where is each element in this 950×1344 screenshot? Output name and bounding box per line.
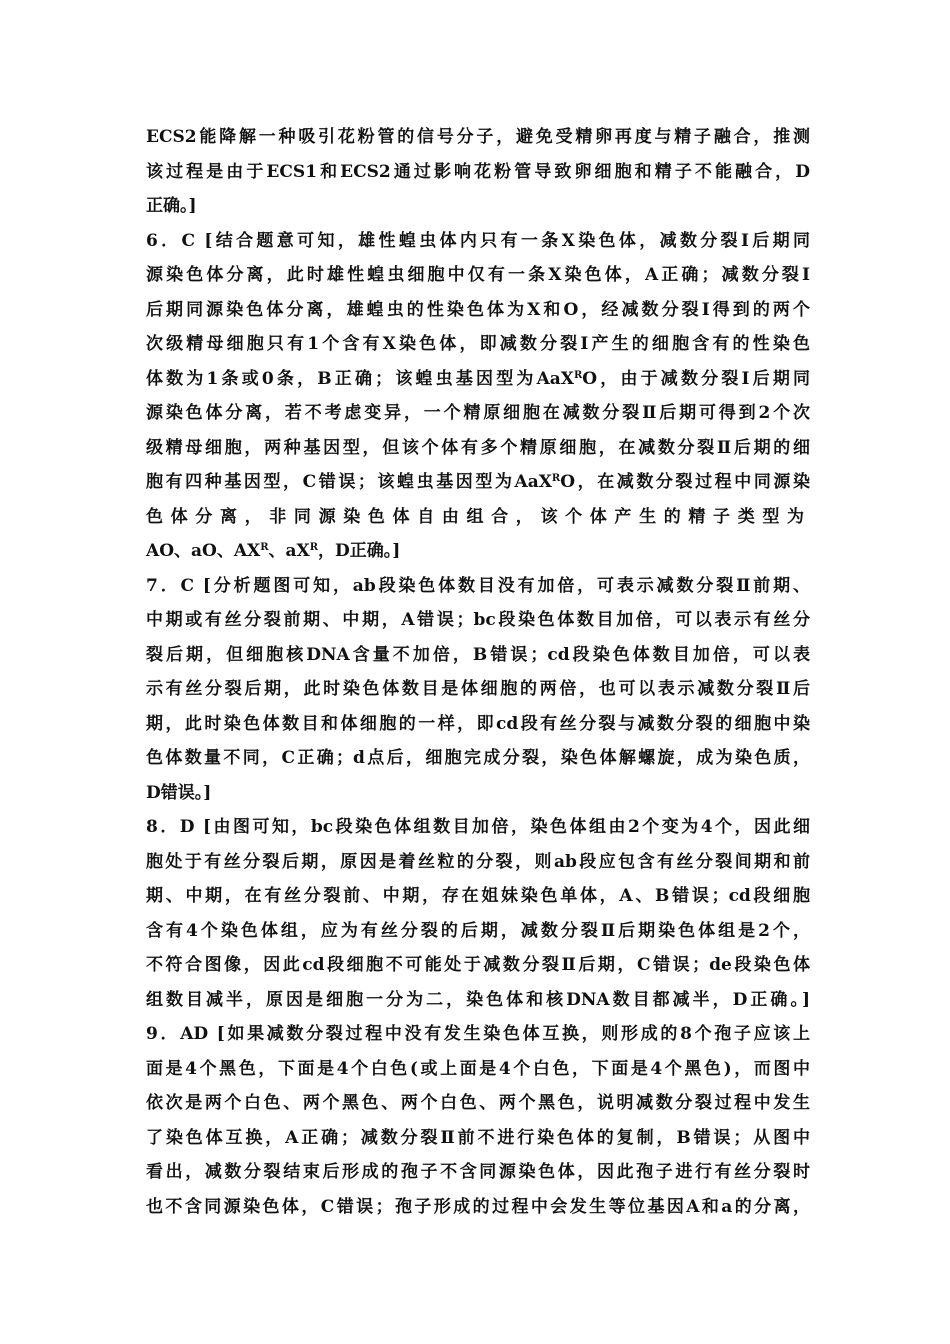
- text-line: D错误。]: [146, 782, 212, 803]
- text-line: 6．C [结合题意可知，雄性蝗虫体内只有一条X染色体，减数分裂Ⅰ后期同: [146, 230, 810, 251]
- superscript: R: [551, 473, 561, 484]
- text-segment: AO、aO、AX: [146, 541, 261, 561]
- text-line: 裂后期，但细胞核DNA含量不加倍，B错误；cd段染色体数目加倍，可以表: [146, 644, 810, 665]
- answer-q6: [146, 224, 810, 569]
- text-line: 色体数量不同，C正确；d点后，细胞完成分裂，染色体解螺旋，成为染色质，: [146, 748, 810, 768]
- answer-q8: [146, 810, 810, 1017]
- text-line: 色体分离，非同源染色体自由组合，该个体产生的精子类型为: [146, 506, 810, 527]
- text-line: [146, 465, 810, 500]
- text-line: 该过程是由于ECS1和ECS2通过影响花粉管导致卵细胞和精子不能融合，D: [146, 161, 810, 182]
- text-line: [146, 362, 810, 397]
- text-segment: 、aX: [268, 541, 310, 561]
- text-segment: ，D正确。]: [318, 541, 401, 561]
- text-segment: O，在减数分裂过程中同源染: [560, 472, 810, 492]
- text-line: 9．AD [如果减数分裂过程中没有发生染色体互换，则形成的8个孢子应该上: [146, 1024, 810, 1044]
- text-line: ECS2能降解一种吸引花粉管的信号分子，避免受精卵再度与精子融合，推测: [146, 127, 810, 147]
- text-line: 了染色体互换，A正确；减数分裂Ⅱ前不进行染色体的复制，B错误；从图中: [146, 1127, 810, 1148]
- text-line: 次级精母细胞只有1个含有X染色体，即减数分裂Ⅰ产生的细胞含有的性染色: [146, 334, 810, 354]
- text-line: 不符合图像，因此cd段细胞不可能处于减数分裂Ⅱ后期，C错误；de段染色体: [146, 955, 810, 975]
- superscript: R: [309, 542, 319, 553]
- text-line: 源染色体分离，此时雄性蝗虫细胞中仅有一条X染色体，A正确；减数分裂Ⅰ: [146, 265, 810, 285]
- text-line: 源染色体分离，若不考虑变异，一个精原细胞在减数分裂Ⅱ后期可得到2个次: [146, 403, 810, 423]
- superscript: R: [573, 369, 583, 381]
- text-line: 面是4个黑色，下面是4个白色(或上面是4个白色，下面是4个黑色)，而图中: [146, 1058, 810, 1079]
- text-line: 期，此时染色体数目和体细胞的一样，即cd段有丝分裂与减数分裂的细胞中染: [146, 713, 810, 734]
- text-line: 8．D [由图可知，bc段染色体组数目加倍，染色体组由2个变为4个，因此细: [146, 817, 810, 837]
- answer-cont: [146, 120, 810, 224]
- answer-q9: [146, 1017, 810, 1224]
- text-line: [146, 534, 810, 569]
- text-line: 正确。]: [146, 196, 197, 216]
- text-segment: 体数为1条或0条，B正确；该蝗虫基因型为AaX: [146, 368, 574, 389]
- text-line: 依次是两个白色、两个黑色、两个白色、两个黑色，说明减数分裂过程中发生: [146, 1093, 810, 1113]
- text-line: 后期同源染色体分离，雄蝗虫的性染色体为X和O，经减数分裂Ⅰ得到的两个: [146, 299, 810, 320]
- text-line: 胞处于有丝分裂后期，原因是着丝粒的分裂，则ab段应包含有丝分裂间期和前: [146, 851, 810, 872]
- text-line: 7．C [分析题图可知，ab段染色体数目没有加倍，可表示减数分裂Ⅱ前期、: [146, 575, 810, 596]
- text-line: 示有丝分裂后期，此时染色体数目是体细胞的两倍，也可以表示减数分裂Ⅱ后: [146, 679, 810, 699]
- text-segment: O，由于减数分裂Ⅰ后期同: [582, 368, 810, 389]
- text-line: 期、中期，在有丝分裂前、中期，存在姐妹染色单体，A、B错误；cd段细胞: [146, 886, 810, 906]
- superscript: R: [260, 542, 269, 553]
- answer-q7: [146, 569, 810, 811]
- answer-text-block: [146, 120, 810, 1224]
- text-line: 含有4个染色体组，应为有丝分裂的后期，减数分裂Ⅱ后期染色体组是2个，: [146, 920, 810, 941]
- text-line: 级精母细胞，两种基因型，但该个体有多个精原细胞，在减数分裂Ⅱ后期的细: [146, 437, 810, 458]
- text-line: 看出，减数分裂结束后形成的孢子不含同源染色体，因此孢子进行有丝分裂时: [146, 1162, 810, 1182]
- text-line: 组数目减半，原因是细胞一分为二，染色体和核DNA数目都减半，D正确。]: [146, 989, 810, 1010]
- text-line: 也不含同源染色体，C错误；孢子形成的过程中会发生等位基因A和a的分离，: [146, 1196, 810, 1217]
- text-line: 中期或有丝分裂前期、中期，A错误；bc段染色体数目加倍，可以表示有丝分: [146, 610, 810, 630]
- text-segment: 胞有四种基因型，C错误；该蝗虫基因型为AaX: [146, 472, 552, 492]
